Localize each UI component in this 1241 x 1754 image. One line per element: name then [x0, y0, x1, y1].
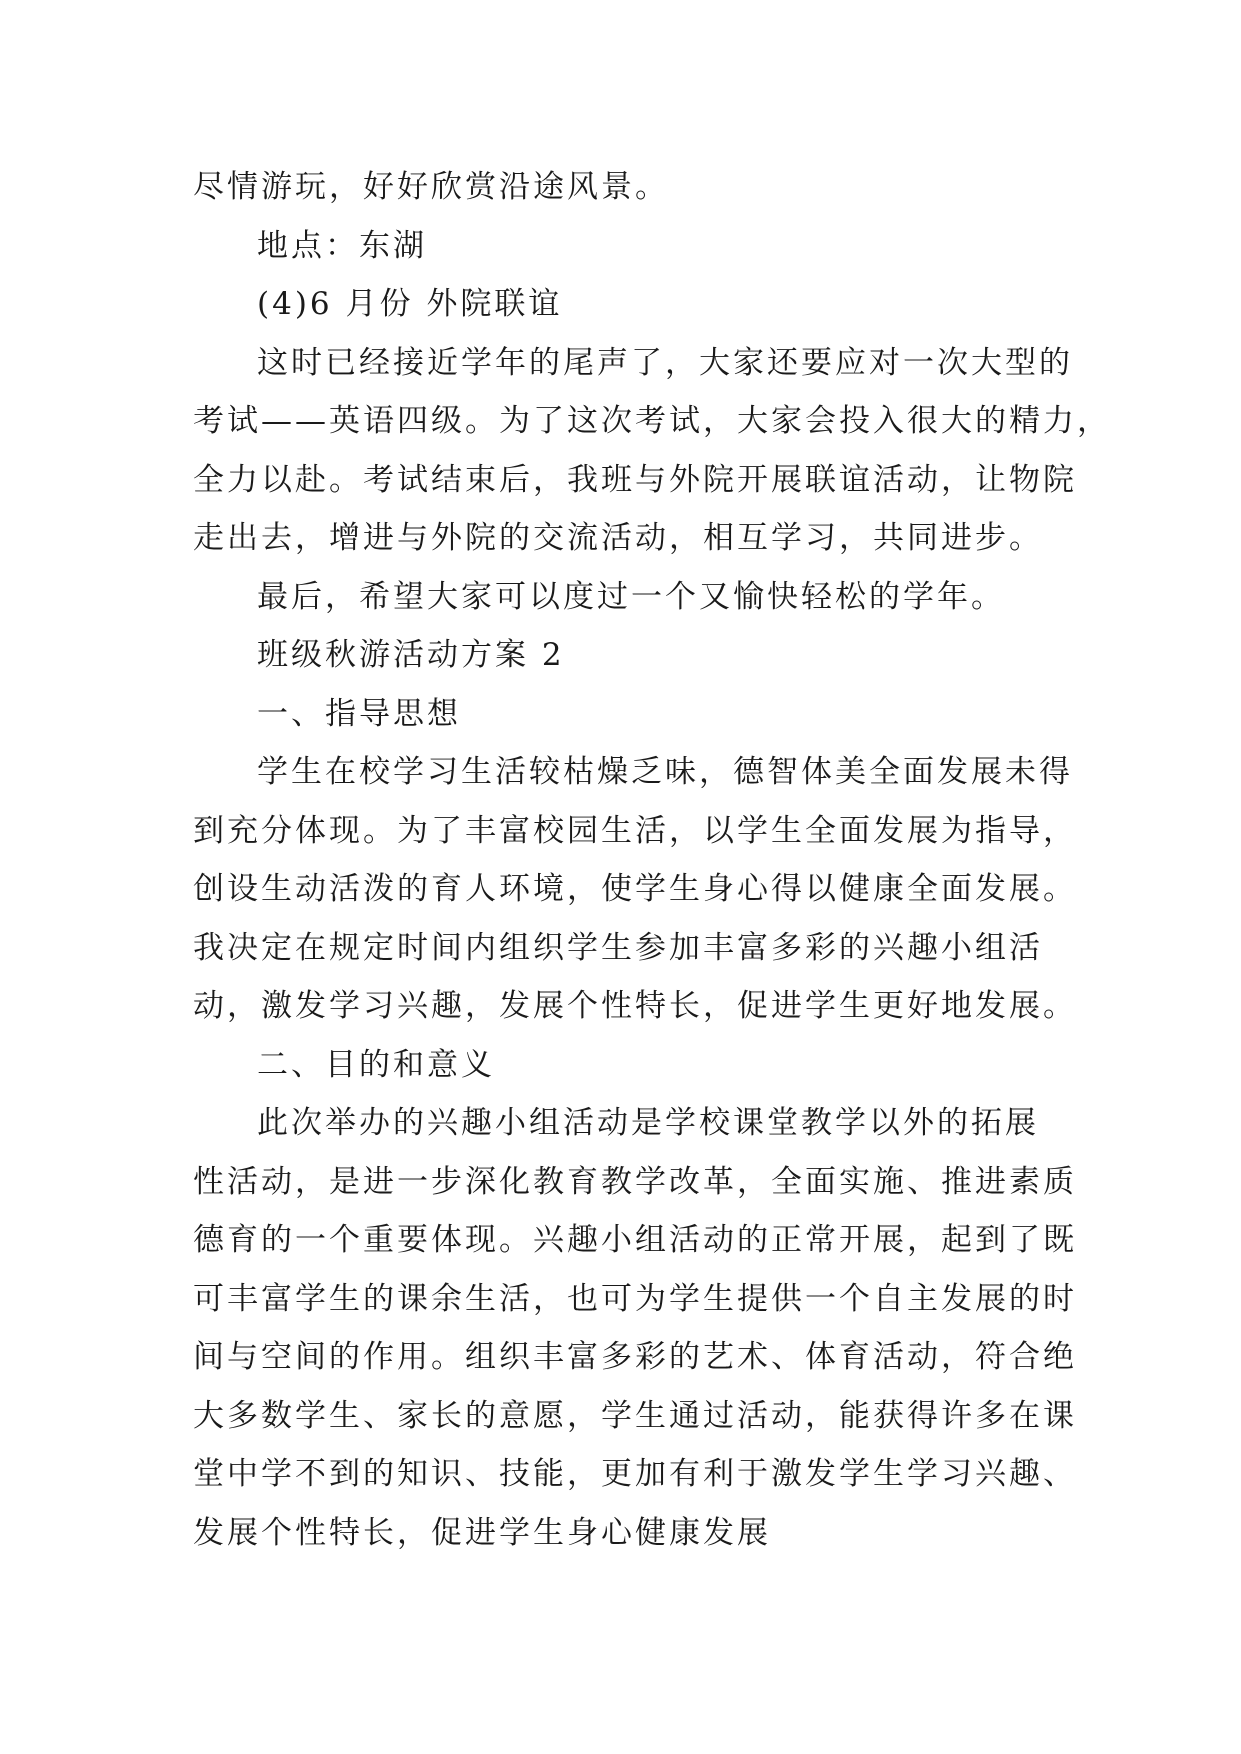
text-line: (4)6 月份 外院联谊 [257, 286, 563, 322]
section-heading: 二、目的和意义 [257, 1046, 495, 1083]
text-line: 学生在校学习生活较枯燥乏味，德智体美全面发展未得 [257, 754, 1073, 790]
text-line: 可丰富学生的课余生活，也可为学生提供一个自主发展的时 [193, 1280, 1077, 1317]
text-line: 走出去，增进与外院的交流活动，相互学习，共同进步。 [193, 520, 1043, 556]
text-line: 这时已经接近学年的尾声了，大家还要应对一次大型的 [257, 344, 1073, 381]
text-line: 到充分体现。为了丰富校园生活，以学生全面发展为指导， [193, 812, 1077, 849]
text-line: 德育的一个重要体现。兴趣小组活动的正常开展，起到了既 [193, 1222, 1077, 1258]
text-line: 动，激发学习兴趣，发展个性特长，促进学生更好地发展。 [193, 988, 1077, 1024]
text-line: 全力以赴。考试结束后，我班与外院开展联谊活动，让物院 [193, 461, 1077, 498]
section-heading: 一、指导思想 [257, 695, 461, 732]
text-line: 发展个性特长，促进学生身心健康发展 [193, 1514, 771, 1551]
document-body [193, 158, 1111, 1562]
text-line: 此次举办的兴趣小组活动是学校课堂教学以外的拓展 [257, 1105, 1039, 1141]
text-line: 考试——英语四级。为了这次考试，大家会投入很大的精力， [193, 403, 1111, 439]
text-line: 地点：东湖 [257, 227, 427, 264]
text-line: 性活动，是进一步深化教育教学改革，全面实施、推进素质 [193, 1163, 1077, 1200]
text-line: 大多数学生、家长的意愿，学生通过活动，能获得许多在课 [193, 1397, 1077, 1434]
text-line: 创设生动活泼的育人环境，使学生身心得以健康全面发展。 [193, 871, 1077, 907]
text-line: 堂中学不到的知识、技能，更加有利于激发学生学习兴趣、 [193, 1456, 1077, 1492]
text-line: 最后，希望大家可以度过一个又愉快轻松的学年。 [257, 578, 1005, 615]
text-line: 间与空间的作用。组织丰富多彩的艺术、体育活动，符合绝 [193, 1339, 1077, 1375]
section-title: 班级秋游活动方案 2 [257, 637, 565, 673]
text-line: 我决定在规定时间内组织学生参加丰富多彩的兴趣小组活 [193, 929, 1043, 966]
text-line: 尽情游玩，好好欣赏沿途风景。 [193, 169, 669, 205]
